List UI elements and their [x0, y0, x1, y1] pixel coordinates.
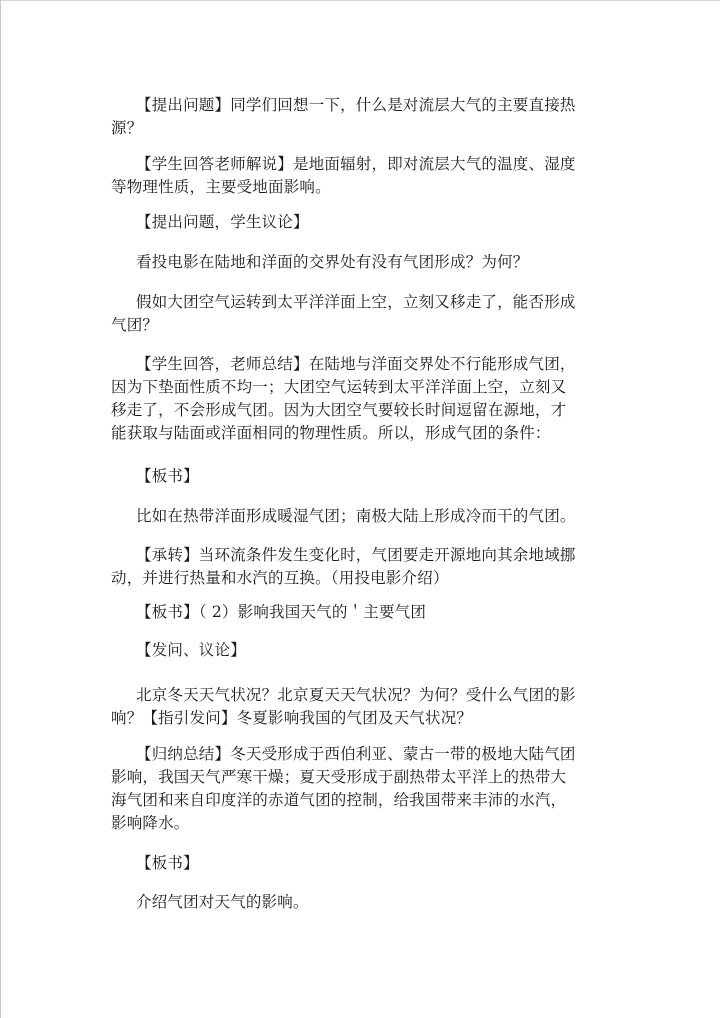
- text-line: 比如在热带洋面形成暖湿气团；南极大陆上形成冷而干的气团。: [136, 507, 576, 525]
- page-top-border: [0, 0, 720, 1]
- paragraph-conclusion: [111, 743, 581, 835]
- paragraph-closing: [111, 891, 581, 914]
- text-line: 能获取与陆面或洋面相同的物理性质。所以，形成气团的条件：: [111, 424, 551, 442]
- paragraph-board-note-1: [111, 465, 581, 488]
- text-line: 气团？: [111, 316, 159, 334]
- text-line: 等物理性质，主要受地面影响。: [111, 178, 331, 196]
- paragraph-board-note-3: [111, 852, 581, 875]
- page-left-border: [0, 0, 1, 1018]
- paragraph-example: [111, 505, 581, 528]
- paragraph-question-pacific: [111, 291, 581, 337]
- text-line: 动，并进行热量和水汽的互换。（用投电影介绍）: [111, 569, 449, 587]
- text-line: 影响，我国天气严寒干燥；夏天受形成于副热带太平洋上的热带大: [111, 768, 567, 786]
- text-line: 源？: [111, 119, 143, 137]
- text-line: 【提出问题，学生议论】: [136, 213, 309, 231]
- paragraph-teacher-summary: [111, 353, 581, 445]
- text-line: 影响降水。: [111, 814, 190, 832]
- text-line: 海气团和来自印度洋的赤道气团的控制，给我国带来丰沛的水汽，: [111, 791, 567, 809]
- text-line: 【学生回答老师解说】是地面辐射，即对流层大气的温度、湿度: [136, 155, 576, 173]
- text-line: 北京冬天天气状况？北京夏天天气状况？为何？受什么气团的影: [136, 686, 576, 704]
- text-line: 【承转】当环流条件发生变化时，气团要走开源地向其余地域挪: [136, 546, 576, 564]
- text-line: 【板书】: [136, 854, 199, 872]
- text-line: 【板书】: [136, 467, 199, 485]
- paragraph-question-boundary: [111, 251, 581, 274]
- text-line: 【发问、议论】: [136, 641, 246, 659]
- paragraph-question-heat-source: [111, 94, 581, 140]
- text-line: 响？【指引发问】冬夏影响我国的气团及天气状况？: [111, 709, 473, 727]
- paragraph-beijing-weather: [111, 684, 581, 730]
- text-line: 移走了，不会形成气团。因为大团空气要较长时间逗留在源地，才: [111, 401, 567, 419]
- text-line: 介绍气团对天气的影响。: [136, 893, 309, 911]
- paragraph-ask-discuss: [111, 639, 581, 662]
- text-line: 【提出问题】同学们回想一下，什么是对流层大气的主要直接热: [136, 96, 576, 114]
- paragraph-transition: [111, 544, 581, 590]
- paragraph-board-note-2: [111, 601, 581, 624]
- text-line: 因为下垫面性质不均一；大团空气运转到太平洋洋面上空，立刻又: [111, 378, 567, 396]
- text-line: 【板书】（ 2）影响我国天气的＇主要气团: [136, 603, 427, 621]
- text-line: 假如大团空气运转到太平洋洋面上空，立刻又移走了，能否形成: [136, 293, 576, 311]
- text-line: 看投电影在陆地和洋面的交界处有没有气团形成？为何？: [136, 253, 529, 271]
- paragraph-answer-ground-radiation: [111, 153, 581, 199]
- text-line: 【学生回答，老师总结】在陆地与洋面交界处不行能形成气团，: [136, 355, 576, 373]
- text-line: 【归纳总结】冬天受形成于西伯利亚、蒙古一带的极地大陆气团: [136, 745, 576, 763]
- paragraph-discussion-heading: [111, 211, 581, 234]
